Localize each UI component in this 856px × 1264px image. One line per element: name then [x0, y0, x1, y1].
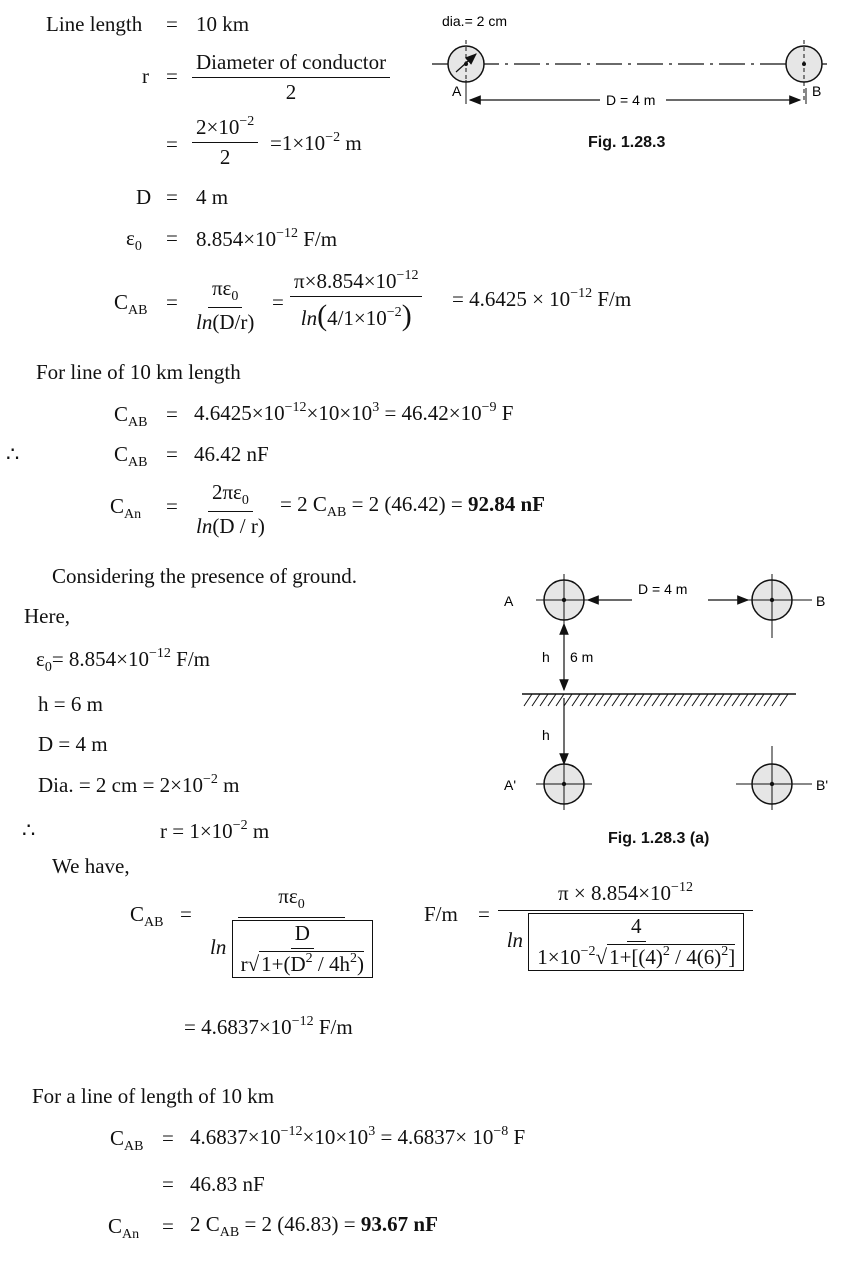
cab-ground-fraction-2: [498, 880, 753, 971]
h-label: h: [542, 649, 550, 665]
label-b-prime: B': [816, 777, 829, 793]
ground-hatch: [522, 694, 796, 706]
unit-fm: F/m: [424, 902, 458, 926]
cab-value: 46.42 nF: [194, 442, 269, 466]
r-numeric-fraction: [192, 114, 258, 170]
cab-label: $C_{AB}$: [130, 902, 164, 930]
equals-sign: =: [162, 1214, 174, 1238]
equals-sign: =: [162, 1126, 174, 1150]
ground-D: D = 4 m: [38, 732, 108, 756]
figure-caption: Fig. 1.28.3: [588, 134, 666, 151]
cab-ground-f2-inner-numerator: 4: [627, 914, 646, 942]
r2-denominator: 2: [219, 145, 231, 169]
epsilon-value: $8.854\times 10^{-12}$ F/m: [196, 226, 338, 251]
section-intro: For line of 10 km length: [36, 360, 241, 384]
image-conductor-b-icon: [736, 746, 812, 810]
image-conductor-a-icon: [536, 758, 592, 810]
h-image-label: h: [542, 727, 550, 743]
we-have-label: We have,: [52, 854, 130, 878]
can-final-value: 93.67 nF: [360, 1212, 438, 1236]
ground-dia: Dia. = 2 cm = $2\times 10^{-2}$ m: [38, 772, 240, 797]
label-b: B: [816, 593, 826, 609]
label-a-prime: A': [504, 777, 517, 793]
distance-label: D = 4 m: [638, 581, 688, 597]
cab-result: = $4.6425 \times 10^{-12}$ F/m: [452, 286, 632, 311]
conductor-b-icon: [744, 574, 812, 638]
figure-conductors-with-ground: [496, 568, 846, 818]
cab-ground-fraction-1: [206, 884, 377, 978]
conductor-a-icon: [536, 574, 592, 626]
cab-ground-f2-denominator: ln $\frac{4}{1\times 10^{-2}√1+[(4)^2 / 4(6)^2]}$: [503, 911, 749, 971]
can-fraction: [192, 480, 269, 539]
D-label: D: [136, 185, 152, 209]
cab-final-value: 46.83 nF: [190, 1172, 265, 1196]
cab-ground-result: = $4.6837\times 10^{-12}$ F/m: [184, 1014, 353, 1039]
cab-f2-numerator: $\pi\times 8.854\times 10^{-12}$: [290, 268, 422, 297]
r-result: $=1\times 10^{-2}$ m: [270, 130, 362, 155]
cab-ground-f1-numerator: $\pi\varepsilon_0$: [238, 884, 344, 918]
cab-label: $C_{AB}$: [114, 442, 148, 470]
can-result: = 2 $C_{AB} = 2$ (46.42) = 92.84 nF: [280, 492, 546, 520]
equals-sign: =: [166, 132, 178, 156]
cab-ground-f2-inner-denominator: $1\times 10^{-2}√1+[(4)^2 / 4(6)^2]$: [537, 944, 736, 969]
epsilon-label: $\varepsilon_0$: [126, 226, 142, 254]
equals-sign: =: [166, 402, 178, 426]
can-denominator: ln(D / r): [196, 514, 265, 538]
equals-sign: =: [272, 290, 284, 314]
can-label: $C_{An}$: [108, 1214, 140, 1242]
equals-sign: =: [166, 494, 178, 518]
can-final-value: 92.84 nF: [468, 492, 546, 516]
cab-f1-denominator: ln(D/r): [196, 310, 255, 334]
r-denominator: 2: [285, 80, 297, 104]
label-b: B: [812, 83, 822, 99]
can-label: $C_{An}$: [110, 494, 142, 522]
r-fraction: [192, 50, 390, 105]
equals-sign: =: [180, 902, 192, 926]
r-label: r: [142, 64, 149, 88]
label-a: A: [452, 83, 462, 99]
equals-sign: =: [166, 185, 178, 209]
ground-epsilon: $\varepsilon_0= 8.854\times 10^{-12}$ F/m: [36, 646, 211, 675]
dia-label: dia.= 2 cm: [442, 13, 507, 29]
line-length-label: Line length: [46, 12, 143, 36]
distance-label: D = 4 m: [606, 92, 656, 108]
therefore-symbol: ∴: [6, 442, 20, 466]
equals-sign: =: [166, 64, 178, 88]
final-section-intro: For a line of length of 10 km: [32, 1084, 275, 1108]
equals-sign: =: [166, 12, 178, 36]
D-value: 4 m: [196, 185, 229, 209]
cab-ground-f2-numerator: $\pi \times 8.854\times 10^{-12}$: [498, 880, 753, 911]
cab-final-expression: $4.6837\times 10^{-12}\times 10\times 10^3 = 4.6837\times 10^{-8}$ F: [190, 1124, 526, 1149]
cab-fraction-2: [290, 268, 422, 333]
cab-10km-expression: $4.6425\times 10^{-12}\times 10\times 10^3 = 46.42\times 10^{-9}$ F: [194, 400, 514, 425]
equals-sign: =: [166, 226, 178, 250]
can-final-result: 2 $C_{AB} = 2$ (46.83) = 93.67 nF: [190, 1212, 438, 1240]
cab-label: $C_{AB}$: [114, 290, 148, 318]
h-value-label: 6 m: [570, 649, 594, 665]
cab-label: $C_{AB}$: [114, 402, 148, 430]
r2-numerator: $2\times 10^{-2}$: [192, 114, 258, 143]
ground-r: $r = 1\times 10^{-2}$ m: [160, 818, 270, 843]
ground-intro: Considering the presence of ground.: [52, 564, 358, 588]
ground-h: h = 6 m: [38, 692, 103, 716]
cab-fraction-1: [192, 276, 258, 335]
therefore-symbol: ∴: [22, 818, 36, 842]
figure-caption: Fig. 1.28.3 (a): [608, 830, 710, 847]
equals-sign: =: [166, 442, 178, 466]
equals-sign: =: [162, 1172, 174, 1196]
label-a: A: [504, 593, 514, 609]
cab-ground-f1-inner-denominator: $r√1+(D^2 / 4h^2)$: [240, 951, 364, 976]
equals-sign: =: [478, 902, 490, 926]
can-numerator: $2\pi\varepsilon_0$: [208, 480, 253, 512]
r-numerator: Diameter of conductor: [192, 50, 390, 78]
cab-f2-denominator: $\ln(4/1\times 10^{-2})$: [300, 299, 412, 332]
cab-ground-f1-denominator: ln $\frac{D}{r√1+(D^2 / 4h^2)}$: [206, 918, 377, 978]
cab-f1-numerator: $\pi\varepsilon_0$: [208, 276, 242, 308]
equals-sign: =: [166, 290, 178, 314]
line-length-value: 10 km: [196, 12, 250, 36]
cab-label: $C_{AB}$: [110, 1126, 144, 1154]
cab-ground-f1-inner-numerator: D: [291, 921, 314, 949]
here-label: Here,: [24, 604, 71, 628]
